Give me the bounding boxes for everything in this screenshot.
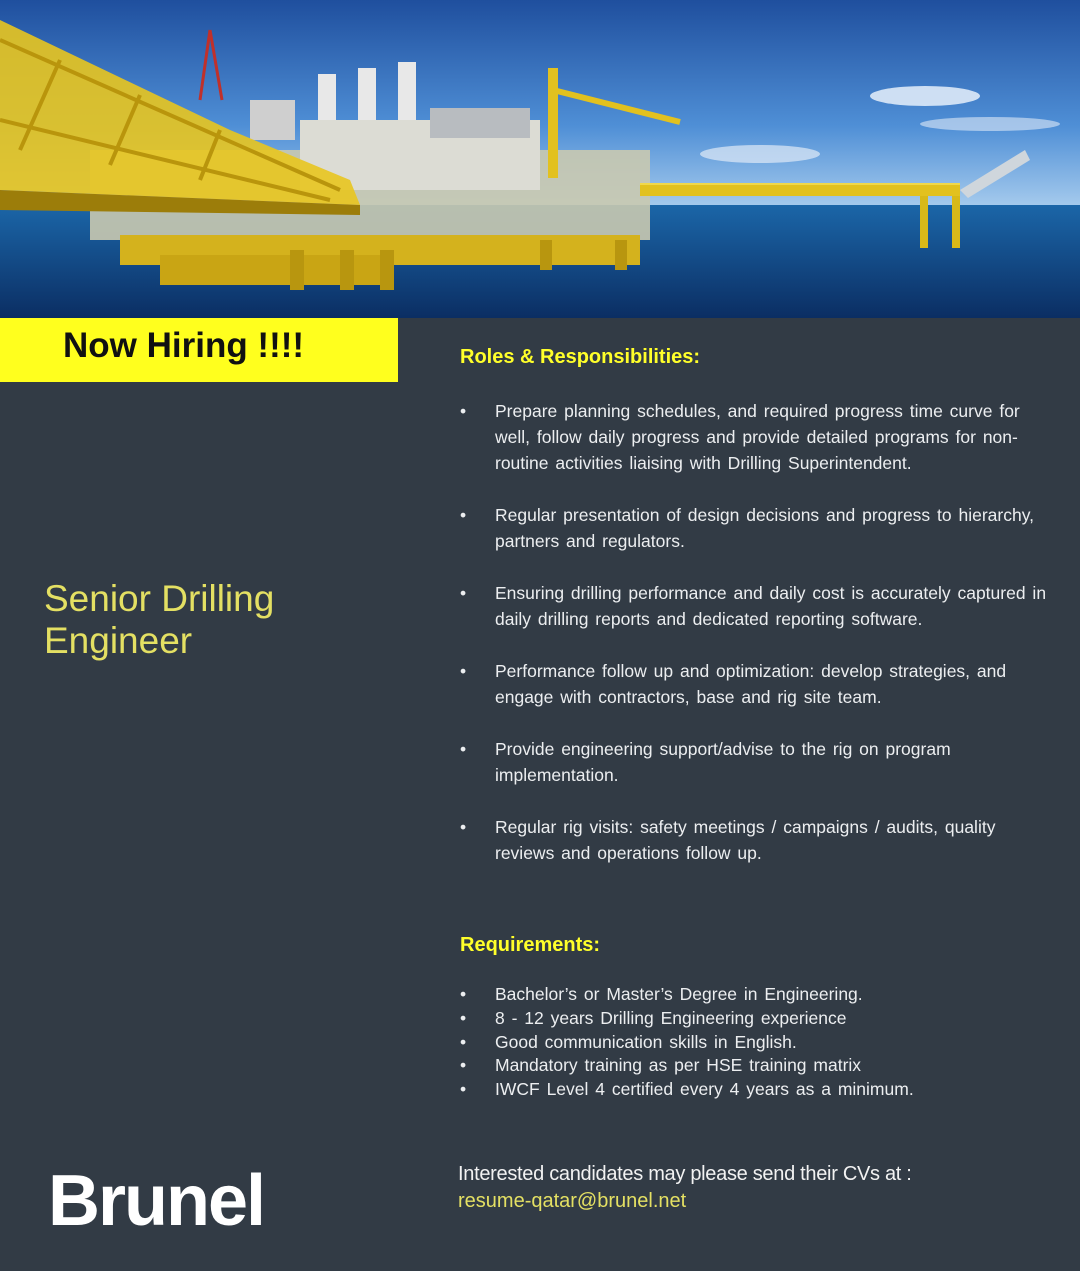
list-item-text: Regular rig visits: safety meetings / campaigns / audits, quality reviews and operations follow up. [495,817,996,863]
list-item [460,502,1050,554]
bullet-icon: • [460,661,467,681]
list-item-text: Prepare planning schedules, and required progress time curve for well, follow daily progress and provide detailed programs for non-routine activities liaising with Drilling Superintendent. [495,401,1020,473]
list-item [460,1054,1050,1078]
bullet-icon: • [460,1007,467,1028]
contact-email-link[interactable]: resume-qatar@brunel.net [458,1190,687,1212]
bullet-icon: • [460,505,467,525]
bullet-icon: • [460,1079,467,1100]
bullet-icon: • [460,739,467,759]
bullet-icon: • [460,817,467,837]
list-item-text: Regular presentation of design decisions and progress to hierarchy, partners and regulators. [495,505,1035,551]
list-item-text: Provide engineering support/advise to the rig on program implementation. [495,739,951,785]
contact-instruction: Interested candidates may please send their CVs at : [458,1163,912,1185]
job-title: Senior Drilling Engineer [44,578,275,661]
roles-list [460,398,1050,892]
list-item-text: Mandatory training as per HSE training matrix [495,1055,862,1076]
offshore-platform-illustration [0,0,1080,318]
list-item [460,736,1050,788]
list-item [460,983,1050,1007]
now-hiring-banner [0,318,398,382]
list-item [460,814,1050,866]
list-item-text: IWCF Level 4 certified every 4 years as a minimum. [495,1079,914,1100]
bullet-icon: • [460,583,467,603]
list-item [460,398,1050,476]
bullet-icon: • [460,1031,467,1052]
requirements-list [460,983,1050,1102]
list-item-text: Bachelor’s or Master’s Degree in Engineering. [495,984,863,1004]
hero-image [0,0,1080,318]
brunel-logo: Brunel [48,1161,265,1241]
list-item-text: Performance follow up and optimization: develop strategies, and engage with contractors, base and rig site team. [495,661,1007,707]
bullet-icon: • [460,401,467,421]
list-item-text: Good communication skills in English. [495,1031,797,1052]
bullet-icon: • [460,984,467,1004]
list-item [460,1078,1050,1102]
bullet-icon: • [460,1055,467,1076]
roles-heading: Roles & Responsibilities: [460,346,701,368]
list-item-text: Ensuring drilling performance and daily cost is accurately captured in daily drilling reports and dedicated reporting software. [495,583,1047,629]
list-item [460,1031,1050,1055]
list-item-text: 8 - 12 years Drilling Engineering experience [495,1007,847,1028]
list-item [460,1007,1050,1031]
list-item [460,580,1050,632]
now-hiring-label: Now Hiring !!!! [63,326,305,365]
requirements-heading: Requirements: [460,934,601,956]
list-item [460,658,1050,710]
